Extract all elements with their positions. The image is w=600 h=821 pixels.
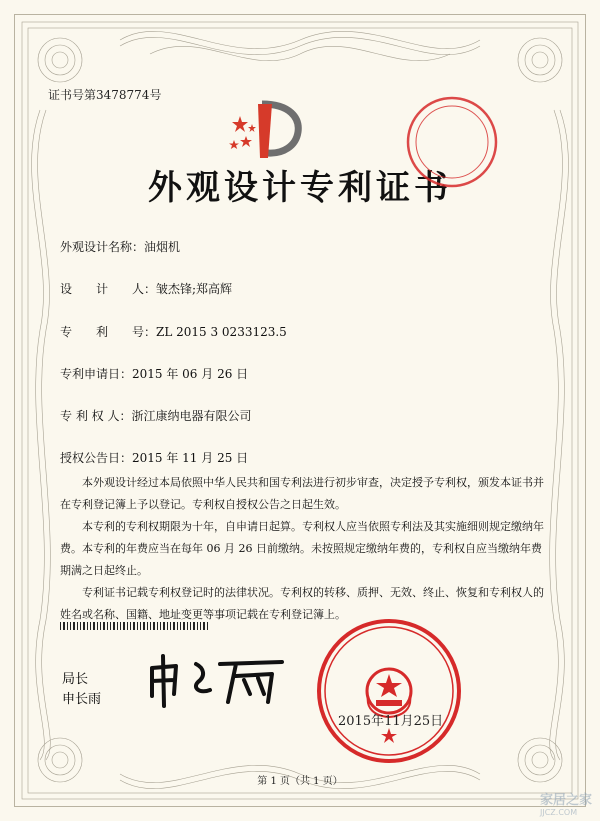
body-paragraph-2: 本专利的专利权期限为十年，自申请日起算。专利权人应当依照专利法及其实施细则规定缴纳年费。本专利的年费应当在每年 06 月 26 日前缴纳。未按照规定缴纳年费的，专利权自应当缴纳年费期满之日起终止。 (60, 520, 544, 577)
seal-date: 2015年11月25日 (338, 714, 444, 729)
patent-number-field: 专 利 号：ZL 2015 3 0233123.5 (60, 325, 287, 339)
tax-stamp (402, 92, 502, 192)
certificate-body (60, 472, 545, 626)
director-title: 局长 (62, 672, 89, 687)
certificate-number: 证书号第3478774号 (48, 88, 162, 102)
watermark-sub: JJCZ.COM (539, 808, 578, 817)
seal-star-icon (381, 728, 397, 743)
patent-office-logo (228, 96, 308, 166)
director-name: 申长雨 (62, 692, 102, 707)
application-date-field: 专利申请日：2015 年 06 月 26 日 (60, 367, 249, 381)
page-title: 外观设计专利证书 (148, 168, 452, 208)
site-watermark (540, 789, 592, 817)
logo-star-3 (229, 140, 239, 149)
watermark-main: 家居之家 (539, 793, 592, 808)
logo-star-2 (240, 136, 252, 147)
official-seal (314, 616, 464, 766)
design-name-field: 外观设计名称：油烟机 (60, 240, 181, 254)
page-number: 第 1 页（共 1 页） (257, 776, 343, 787)
director-signature (140, 650, 290, 710)
barcode (60, 622, 208, 630)
body-paragraph-1: 本外观设计经过本局依照中华人民共和国专利法进行初步审查，决定授予专利权，颁发本证书并在专利登记簿上予以登记。专利权自授权公告之日起生效。 (60, 476, 544, 511)
body-paragraph-3: 专利证书记载专利权登记时的法律状况。专利权的转移、质押、无效、终止、恢复和专利权人的姓名或名称、国籍、地址变更等事项记载在专利登记簿上。 (60, 586, 544, 621)
logo-star-4 (248, 124, 256, 132)
designer-field: 设 计 人：皱杰锋;郑高辉 (60, 282, 233, 296)
logo-star-1 (232, 116, 248, 132)
patentee-field: 专 利 权 人：浙江康纳电器有限公司 (60, 409, 252, 423)
grant-date-field: 授权公告日：2015 年 11 月 25 日 (60, 451, 249, 465)
